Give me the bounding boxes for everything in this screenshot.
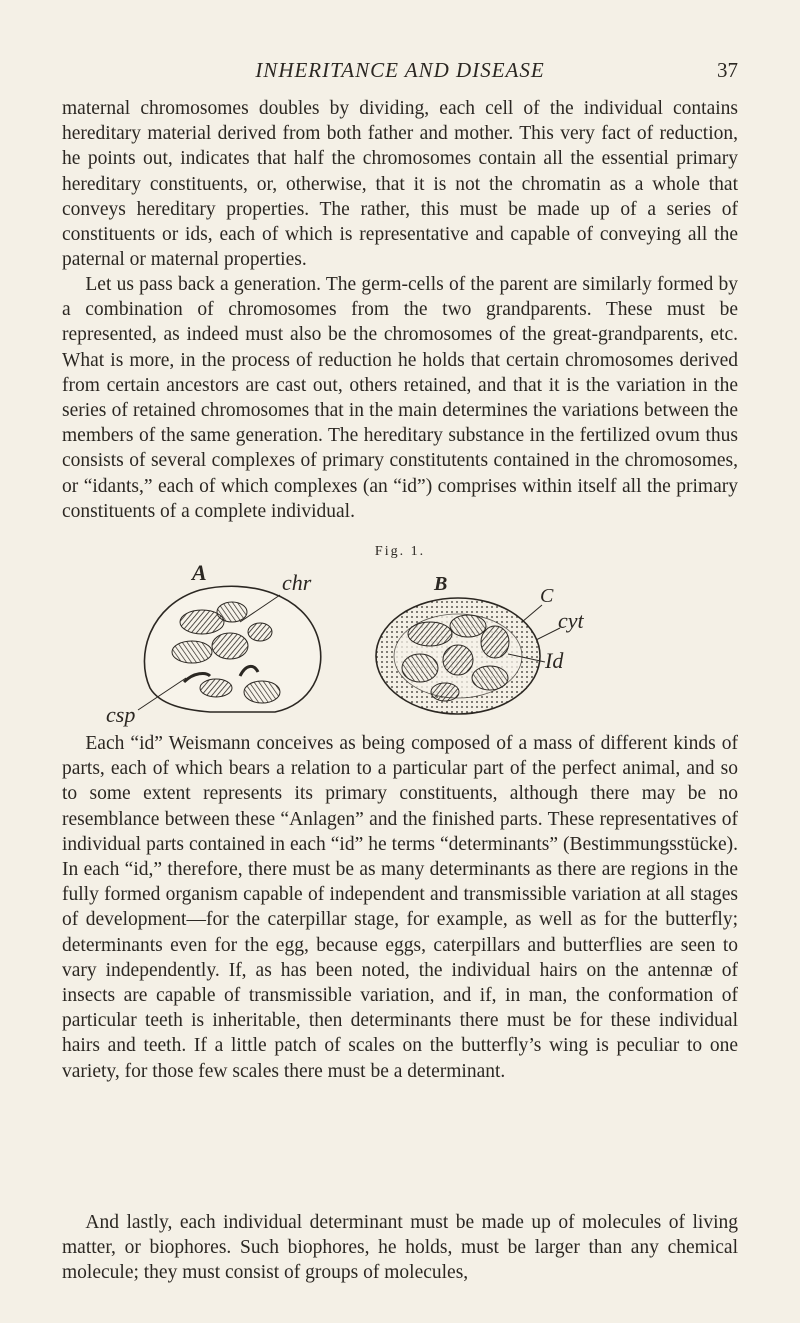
page-number: 37 (717, 58, 738, 82)
diagram-b (376, 573, 585, 714)
cell-diagram (90, 560, 730, 730)
page-header (0, 56, 800, 86)
paragraph-2: Let us pass back a generation. The germ-cells of the parent are similarly formed by a combination of chromosomes from the two grandparents. These must be represented, as indeed must also be the chromosomes of the great-grandparents, etc. What is more, in the process of reduction he holds that certain chromosomes derived from certain ancestors are cast out, others retained, and that it is the variation in the series of retained chromosomes that in the main determines the variations between the members of the same generation. The hereditary substance in the fertilized ovum thus consists of several complexes of primary constitutents contained in the chromosomes, or “idants,” each of which complexes (an “id”) comprises within itself all the primary constituents of a complete individual. (62, 274, 738, 522)
figure-1 (90, 560, 730, 730)
label-id: Id (545, 648, 564, 673)
label-c: C (540, 585, 554, 607)
diagram-a (106, 560, 321, 727)
label-csp: csp (106, 702, 136, 727)
paragraph-4: And lastly, each individual determinant must be made up of molecules of living matter, or biophores. Such biophores, he holds, must be larger than any chemical molecule; they must consist of groups of molecules, (62, 1212, 738, 1284)
label-b: B (434, 573, 448, 595)
label-cyt: cyt (558, 608, 584, 633)
paragraph-3: Each “id” Weismann conceives as being composed of a mass of different kinds of parts, each of which bears a relation to a particular part of the perfect animal, and so to some extent represents its primary constituents, although there may be no resemblance between these “Anlagen” and the finished parts. These representatives of individual parts contained in each “id” he terms “determinants” (Bestimmungsstücke). In each “id,” therefore, there must be as many determinants as there are regions in the fully formed organism capable of independent and transmissible variation at all stages of development—for the caterpillar stage, for example, as well as for the butterfly; determinants even for the egg, because eggs, caterpillars and butterflies are seen to vary independently. If, as has been noted, the individual hairs on the antennæ of insects are capable of transmissible variation, and if, in man, the conformation of particular teeth is inheritable, then determinants there must be for these individual hairs and teeth. If a little patch of scales on the butterfly’s wing is peculiar to one variety, for those few scales there must be a determinant. (62, 733, 738, 1082)
label-chr: chr (282, 570, 312, 595)
running-head: INHERITANCE AND DISEASE (255, 58, 545, 82)
figure-caption: Fig. 1. (374, 544, 426, 559)
paragraph-1: maternal chromosomes doubles by dividing, each cell of the individual contains hereditary material derived from both father and mother. This very fact of reduction, he points out, indicates that half the chromosomes contain all the essential primary hereditary constituents, or, otherwise, that it is not the chromatin as a whole that conveys hereditary properties. The rather, this must be made up of a series of constituents or ids, each of which is representative and capable of conveying all the paternal or maternal properties. (62, 98, 738, 271)
label-a: A (192, 560, 207, 585)
